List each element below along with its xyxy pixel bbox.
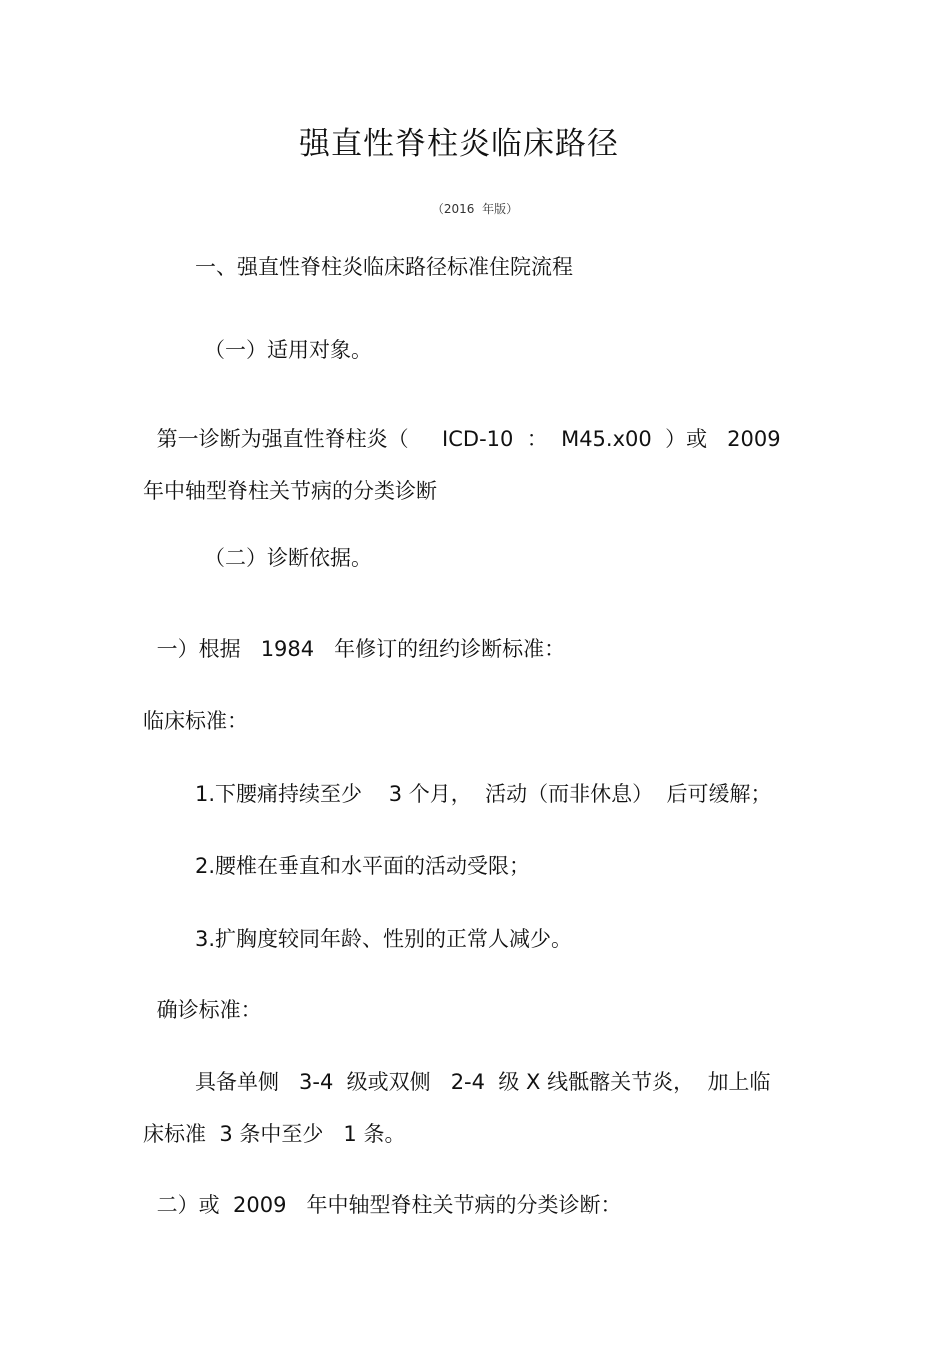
clinical-criteria-item: 1.下腰痛持续至少 3 个月， 活动（而非休息） 后可缓解； [195, 782, 772, 806]
confirm-paragraph-line-1: 具备单侧 3-4 级或双侧 2-4 级 X 线骶髂关节炎， 加上临 [195, 1070, 771, 1094]
clinical-criteria-item: 3.扩胸度较同年龄、性别的正常人减少。 [195, 927, 573, 951]
clinical-criteria-label: 临床标准： [143, 709, 248, 733]
subsection-heading-scope: （一）适用对象。 [204, 338, 372, 362]
criteria-heading-1984: 一）根据 1984 年修订的纽约诊断标准： [150, 637, 566, 661]
criteria-heading-2009: 二）或 2009 年中轴型脊柱关节病的分类诊断： [150, 1193, 622, 1217]
scope-paragraph-line-2: 年中轴型脊柱关节病的分类诊断 [143, 479, 437, 503]
section-heading: 一、强直性脊柱炎临床路径标准住院流程 [195, 255, 573, 279]
document-title: 强直性脊柱炎临床路径 [299, 126, 619, 162]
confirm-criteria-label: 确诊标准： [150, 998, 262, 1022]
edition-label: （2016 年版） [431, 202, 519, 216]
confirm-paragraph-line-2: 床标准 3 条中至少 1 条。 [143, 1122, 406, 1146]
scope-paragraph-line-1: 第一诊断为强直性脊柱炎（ ICD-10 ： M45.x00 ）或 2009 [150, 427, 781, 451]
subsection-heading-diagnosis: （二）诊断依据。 [204, 546, 372, 570]
clinical-criteria-item: 2.腰椎在垂直和水平面的活动受限； [195, 854, 531, 878]
